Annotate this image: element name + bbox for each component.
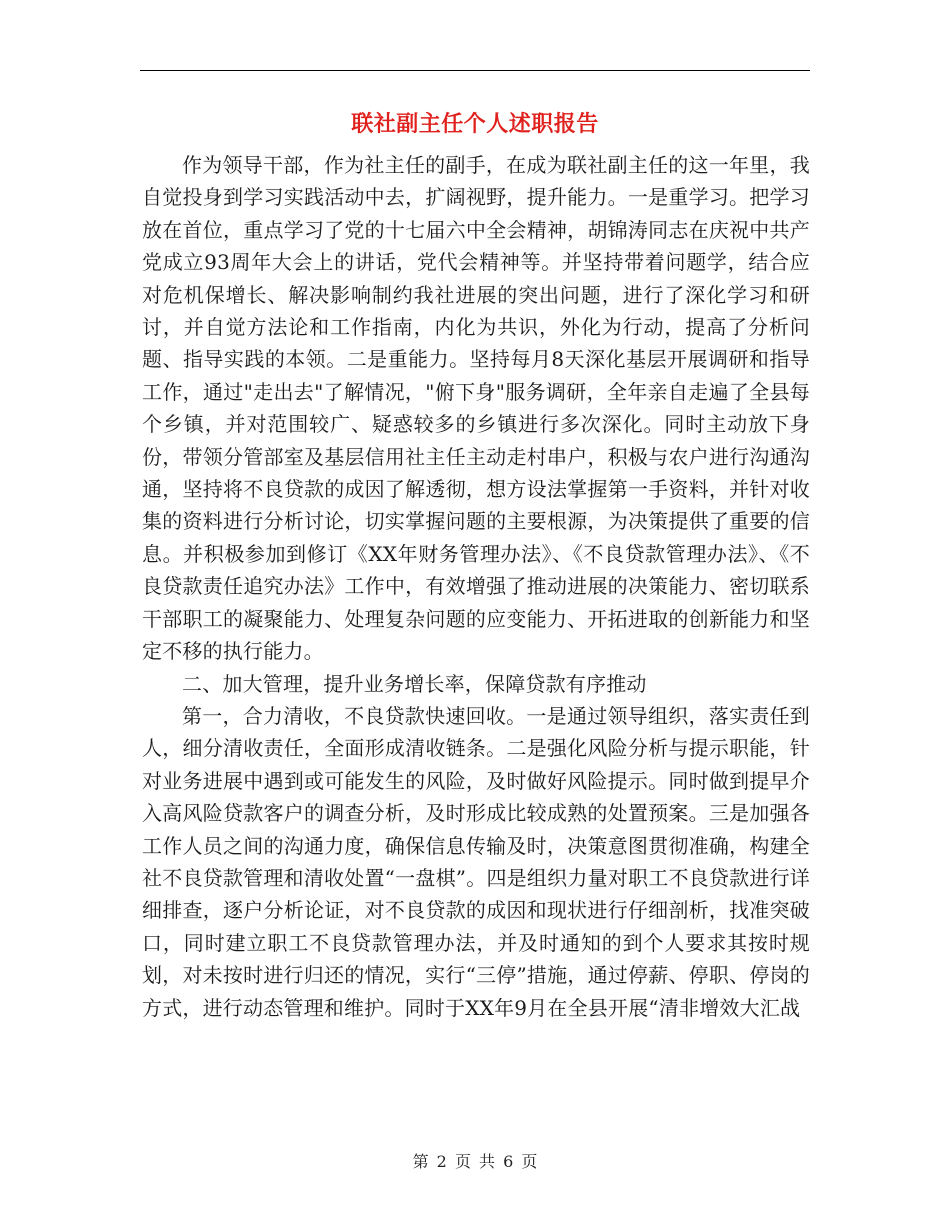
body-paragraph: 第一，合力清收，不良贷款快速回收。一是通过领导组织，落实责任到人，细分清收责任，全面形成清收链条。二是强化风险分析与提示职能，针对业务进展中遇到或可能发生的风险，及时做好风险提示。同时做到提早介入高风险贷款客户的调查分析，及时形成比较成熟的处置预案。三是加强各工作人员之间的沟通力度，确保信息传输及时，决策意图贯彻准确，构建全社不良贷款管理和清收处置“一盘棋”。四是组织力量对职工不良贷款进行详细排查，逐户分析论证，对不良贷款的成因和现状进行仔细剖析，找准突破口，同时建立职工不良贷款管理办法，并及时通知的到个人要求其按时规划，对未按时进行归还的情况，实行“三停”措施，通过停薪、停职、停岗的方式，进行动态管理和维护。同时于XX年9月在全县开展“清非增效大汇战: [142, 703, 810, 1020]
body-paragraph: 作为领导干部，作为社主任的副手，在成为联社副主任的这一年里，我自觉投身到学习实践活动中去，扩阔视野，提升能力。一是重学习。把学习放在首位，重点学习了党的十七届六中全会精神，胡锦涛同志在庆祝中共产党成立93周年大会上的讲话，党代会精神等。并坚持带着问题学，结合应对危机保增长、解决影响制约我社进展的突出问题，进行了深化学习和研讨，并自觉方法论和工作指南，内化为共识，外化为行动，提高了分析问题、指导实践的本领。二是重能力。坚持每月8天深化基层开展调研和指导工作，通过"走出去"了解情况，"俯下身"服务调研，全年亲自走遍了全县每个乡镇，并对范围较广、疑惑较多的乡镇进行多次深化。同时主动放下身份，带领分管部室及基层信用社主任主动走村串户，积极与农户进行沟通沟通，坚持将不良贷款的成因了解透彻，想方设法掌握第一手资料，并针对收集的资料进行分析讨论，切实掌握问题的主要根源，为决策提供了重要的信息。并积极参加到修订《XX年财务管理办法》、《不良贷款管理办法》、《不良贷款责任追究办法》工作中，有效增强了推动进展的决策能力、密切联系干部职工的凝聚能力、处理复杂问题的应变能力、开拓进取的创新能力和坚定不移的执行能力。: [142, 153, 810, 664]
document-title: 联社副主任个人述职报告: [351, 111, 599, 137]
document-body: [142, 149, 810, 1024]
section-heading: 二、加大管理，提升业务增长率，保障贷款有序推动: [182, 671, 647, 696]
page-number: 第 2 页 共 6 页: [412, 1152, 538, 1171]
header-rule: [140, 70, 810, 71]
